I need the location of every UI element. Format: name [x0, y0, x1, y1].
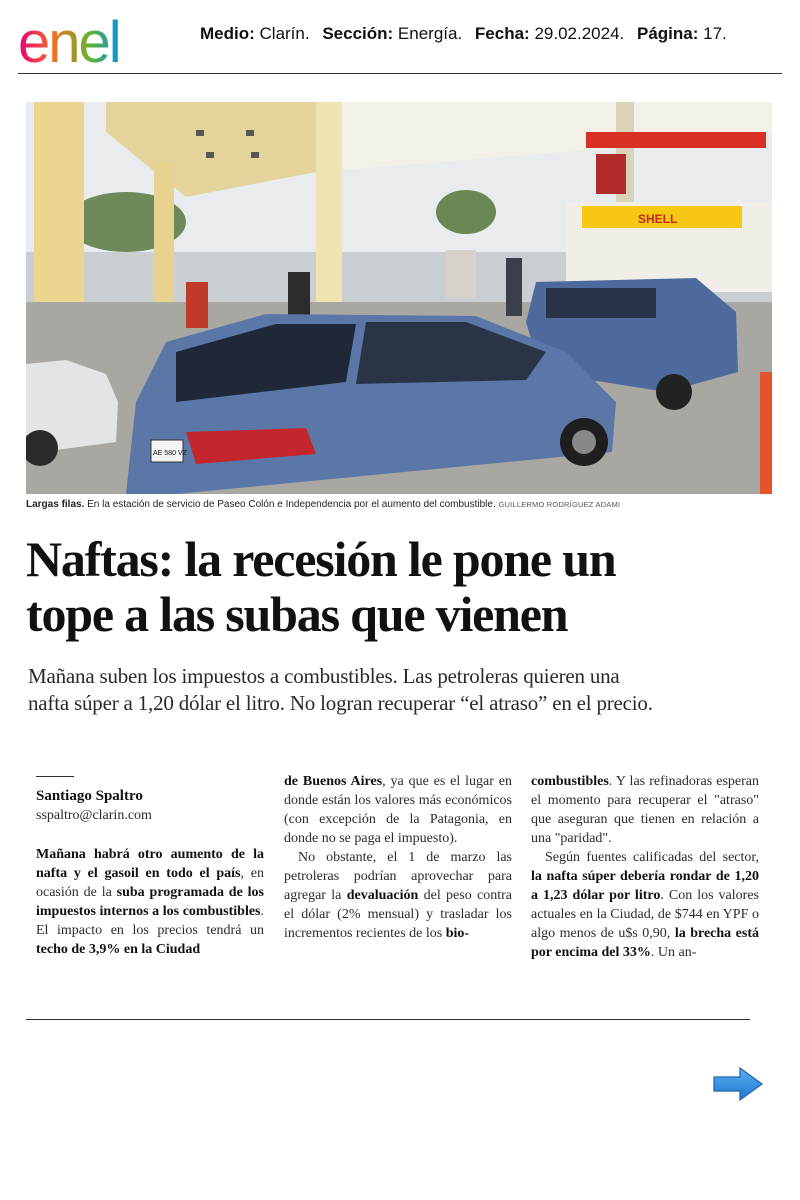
publication-meta	[200, 24, 790, 44]
subhead-line-1: Mañana suben los impuestos a combustibles. Las petroleras quieren una	[28, 664, 620, 688]
svg-text:enel: enel	[18, 10, 120, 70]
article-column-1	[36, 772, 264, 959]
body-text: . Y las refinadoras esperan el momento para recuperar el "atraso" que aseguran que tienen en relación a una "paridad".	[531, 774, 759, 846]
bold-text: de Buenos Aires	[284, 774, 383, 789]
subheadline	[28, 663, 778, 717]
author-email: sspaltro@clarin.com	[36, 808, 152, 823]
paragraph	[284, 848, 512, 943]
body-text: . Un an-	[650, 945, 697, 960]
photo-caption	[26, 499, 772, 510]
header-divider	[18, 73, 782, 74]
body-text: No obstante, el 1 de marzo las petroleras podrían aprovechar para agregar la	[284, 850, 512, 903]
photo-credit: GUILLERMO RODRÍGUEZ ADAMI	[498, 500, 621, 509]
paragraph-lede	[36, 845, 264, 959]
fecha-value: 29.02.2024.	[534, 24, 625, 43]
bold-text: bio-	[445, 926, 470, 941]
footer-divider	[26, 1019, 750, 1020]
article-column-2	[284, 772, 512, 943]
body-text: , ya que es el lugar en donde están los valores más económicos (con excepción de la Patagonia, en donde no se paga el impuesto).	[284, 774, 512, 846]
enel-logo	[16, 10, 181, 70]
paragraph	[531, 772, 759, 848]
seccion-value: Energía.	[397, 24, 463, 43]
author-divider	[36, 776, 74, 777]
bold-text: devaluación	[346, 888, 419, 903]
fecha-label: Fecha:	[474, 24, 530, 43]
headline-line-2: tope a las subas que vienen	[26, 586, 568, 642]
caption-lead: Largas filas.	[26, 499, 85, 510]
body-text: . Con los valores actuales en la Ciudad, de $744 en YPF o algo menos de u$s 0,90,	[531, 888, 759, 941]
body-text: . El impacto en los precios tendrá un	[36, 904, 264, 938]
seccion-label: Sección:	[322, 24, 394, 43]
body-text: Según fuentes calificadas del sector,	[545, 850, 759, 865]
bold-text: Mañana habrá otro aumento de la nafta y el gasoil en todo el país	[36, 847, 264, 881]
arrow-right-icon[interactable]	[712, 1066, 764, 1102]
body-text: , en ocasión de la	[36, 866, 264, 900]
author-name: Santiago Spaltro	[36, 788, 143, 804]
bold-text: combustibles	[531, 774, 609, 789]
pagina-label: Página:	[637, 24, 699, 43]
svg-text:SHELL: SHELL	[638, 212, 678, 226]
headline-line-1: Naftas: la recesión le pone un	[26, 531, 616, 587]
headline	[26, 532, 776, 642]
article-photo	[26, 102, 772, 494]
caption-text: En la estación de servicio de Paseo Colón e Independencia por el aumento del combustible.	[84, 499, 496, 510]
medio-label: Medio:	[200, 24, 255, 43]
paragraph	[531, 848, 759, 962]
bold-text: techo de 3,9% en la Ciudad	[36, 942, 201, 957]
article-column-3	[531, 772, 759, 962]
medio-value: Clarín.	[259, 24, 310, 43]
pagina-value: 17.	[703, 24, 727, 43]
paragraph	[284, 772, 512, 848]
subhead-line-2: nafta súper a 1,20 dólar el litro. No logran recuperar “el atraso” en el precio.	[28, 691, 653, 715]
bold-text: la nafta súper debería rondar de 1,20 a 1,23 dólar por litro	[531, 869, 759, 903]
bold-text: suba programada de los impuestos internos a los combustibles	[36, 885, 264, 919]
body-text: del peso contra el dólar (2% mensual) y trasladar los incrementos recientes de los	[284, 888, 512, 941]
svg-text:AE 580 VZ: AE 580 VZ	[153, 450, 187, 457]
bold-text: la brecha está por encima del 33%	[531, 926, 759, 960]
